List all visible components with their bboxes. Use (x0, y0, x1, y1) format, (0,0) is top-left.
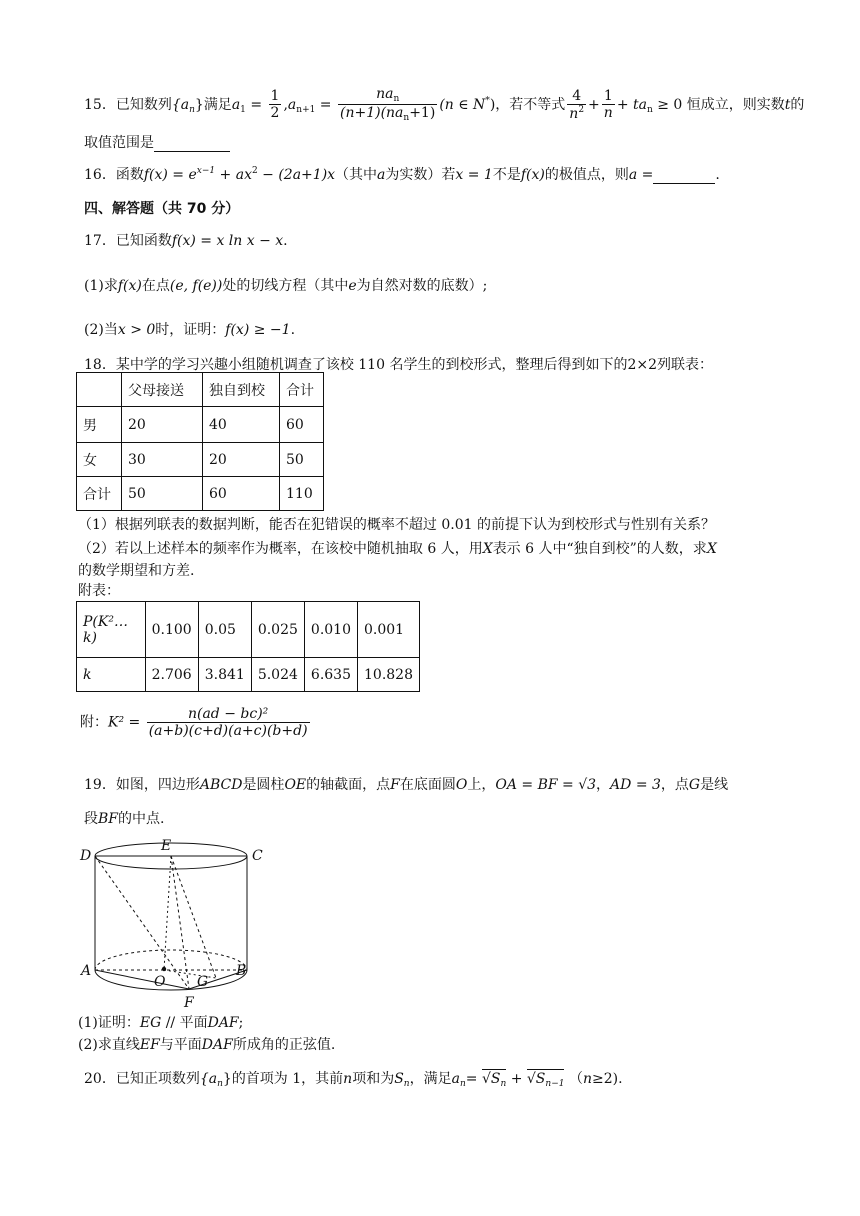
table-cell: 110 (280, 477, 324, 511)
q18-part2-cont: 的数学期望和方差. (78, 563, 195, 579)
table-cell: 60 (203, 477, 280, 511)
label-c: C (252, 848, 263, 864)
q18-part2: （2）若以上述样本的频率作为概率，在该校中随机抽取 6 人，用X表示 6 人中“独自到校”的人数，求X (78, 541, 717, 557)
table-cell: 0.001 (358, 602, 420, 658)
table-cell: 合计 (77, 477, 122, 511)
bottom-ellipse-front (95, 970, 247, 990)
q17-part2: (2)当x > 0时，证明：f(x) ≥ −1. (84, 322, 296, 338)
q15-line2: 取值范围是 (84, 132, 230, 152)
line-df (95, 856, 189, 989)
section-heading: 四、解答题（共 70 分） (84, 201, 240, 217)
line-af (95, 970, 189, 989)
label-e: E (161, 838, 172, 854)
table-header-cell (77, 373, 122, 407)
q19-stem-line1: 19．如图，四边形ABCD是圆柱OE的轴截面，点F在底面圆O上，OA = BF = √3，AD = 3，点G是线 (84, 777, 729, 793)
table-cell: 0.05 (198, 602, 251, 658)
table-header-cell: 独自到校 (203, 373, 280, 407)
fraction-4-over-n2: $\frac{4}{n^2}$ (569, 87, 585, 122)
label-g: G (197, 974, 209, 990)
q18-part1: （1）根据列联表的数据判断，能否在犯错误的概率不超过 0.01 的前提下认为到校形式与性别有关系？ (78, 517, 715, 533)
contingency-table (76, 372, 324, 511)
label-f: F (184, 995, 194, 1011)
table-cell: 2.706 (145, 658, 198, 692)
label-a: A (81, 963, 92, 979)
line-ef (171, 856, 189, 989)
chi-square-formula: 附：K² = $\frac{\text{n(ad − bc)²}}{(a+b)(c+d)(a+c)(b+d)}$ (80, 706, 308, 740)
q15-number: 15． (84, 96, 116, 113)
table-cell: 6.635 (304, 658, 357, 692)
q19-part1: (1)证明：EG // 平面DAF; (78, 1015, 244, 1031)
table-cell: 50 (122, 477, 203, 511)
point-o (162, 967, 166, 971)
cylinder-diagram (76, 836, 276, 1014)
bottom-ellipse-back (95, 950, 247, 970)
q17-stem: 17．已知函数f(x) = x ln x − x. (84, 233, 288, 249)
label-b: B (236, 963, 247, 979)
table-cell: 20 (122, 407, 203, 443)
line-og (164, 970, 216, 978)
table-row-label: P(K²…k) (77, 602, 146, 658)
q16-line: 16．函数$f(x) = e^{x-1} + ax^2 - (2a+1)x$（其中a为实数）若x = 1不是f(x)的极值点，则a = . (84, 166, 720, 183)
table-cell: 0.010 (304, 602, 357, 658)
line-oe (164, 856, 171, 970)
table-cell: 60 (280, 407, 324, 443)
critical-value-table (76, 601, 420, 692)
appendix-label: 附表： (78, 583, 120, 599)
label-o: O (154, 974, 166, 990)
fraction-1-over-n: $\frac{1}{n}$ (603, 88, 613, 122)
table-cell: 50 (280, 443, 324, 477)
table-cell: 女 (77, 443, 122, 477)
table-header-cell: 合计 (280, 373, 324, 407)
q19-part2: (2)求直线EF与平面DAF所成角的正弦值. (78, 1037, 336, 1053)
table-cell: 5.024 (251, 658, 304, 692)
q19-stem-line2: 段BF的中点. (84, 811, 165, 827)
q20-stem: 20．已知正项数列$\{a_n\}$的首项为 1，其前n项和为$S_n$，满足$a_n= √S_n + √S_{n-1}$ （n≥2). (84, 1071, 623, 1089)
table-cell: 30 (122, 443, 203, 477)
label-d: D (80, 848, 92, 864)
q18-stem: 18．某中学的学习兴趣小组随机调查了该校 110 名学生的到校形式，整理后得到如下的2×2列联表： (84, 357, 713, 373)
table-cell: 男 (77, 407, 122, 443)
table-cell: 10.828 (358, 658, 420, 692)
fraction-half: $\frac{1}{2}$ (270, 88, 280, 122)
table-cell: 0.025 (251, 602, 304, 658)
table-cell: 3.841 (198, 658, 251, 692)
line-eg (171, 856, 216, 978)
recurrence-fraction: $\frac{na_n}{(n+1)(na_n+1)}$ (340, 86, 436, 124)
table-cell: 40 (203, 407, 280, 443)
q17-part1: (1)求f(x)在点(e, f(e))处的切线方程（其中e为自然对数的底数）; (84, 278, 488, 294)
q15-line1: 15．已知数列$\{a_n\}$满足$a_1$ = $\frac{1}{2}$ $,a_{n+1}$ = $\frac{na_n}{(n+1)(na_n+1)}$ (n ∈ N*)，若不等式 $\frac{4}{n^2}$ + $\frac{1}{n}$ + $ta_n \ge 0$ 恒成立，则实数t的 (84, 86, 805, 124)
table-row-label: k (77, 658, 146, 692)
table-cell: 0.100 (145, 602, 198, 658)
table-cell: 20 (203, 443, 280, 477)
answer-blank[interactable] (154, 135, 230, 152)
answer-blank[interactable] (653, 167, 715, 184)
table-header-cell: 父母接送 (122, 373, 203, 407)
